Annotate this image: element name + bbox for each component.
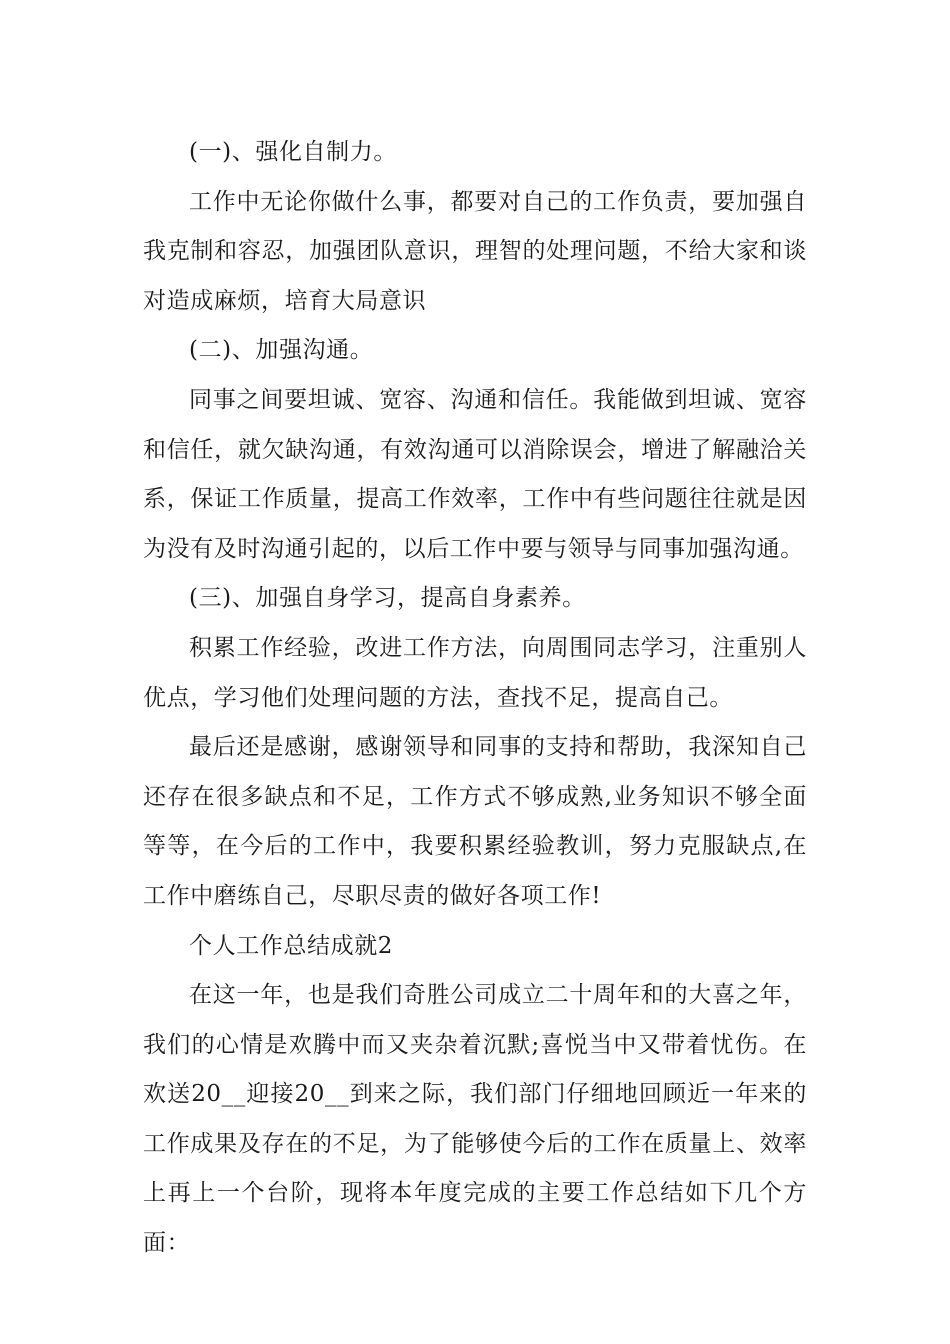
section-heading-2: (二)、加强沟通。 xyxy=(189,337,374,364)
paragraph-self-control: 工作中无论你做什么事，都要对自己的工作负责，要加强自我克制和容忍，加强团队意识，理智的处理问题，不给大家和谈对造成麻烦，培育大局意识 xyxy=(143,188,807,314)
paragraph-annual-review: 在这一年，也是我们奇胜公司成立二十周年和的大喜之年，我们的心情是欢腾中而又夹杂着沉默;喜悦当中又带着忧伤。在欢送20__迎接20__到来之际，我们部门仔细地回顾近一年来的工作成果及存在的不足，为了能够使今后的工作在质量上、效率上再上一个台阶，现将本年度完成的主要工作总结如下几个方面： xyxy=(143,982,807,1257)
paragraph-closing: 最后还是感谢，感谢领导和同事的支持和帮助，我深知自己还存在很多缺点和不足，工作方式不够成熟,业务知识不够全面等等，在今后的工作中，我要积累经验教训，努力克服缺点,在工作中磨练自己，尽职尽责的做好各项工作! xyxy=(143,734,807,909)
section-heading-3: (三)、加强自身学习，提高自身素养。 xyxy=(189,585,586,612)
paragraph-learning: 积累工作经验，改进工作方法，向周围同志学习，注重别人优点，学习他们处理问题的方法，查找不足，提高自己。 xyxy=(143,634,807,711)
summary-title-2: 个人工作总结成就2 xyxy=(189,932,394,959)
section-heading-1: (一)、强化自制力。 xyxy=(189,139,397,165)
paragraph-communication: 同事之间要坦诚、宽容、沟通和信任。我能做到坦诚、宽容和信任，就欠缺沟通，有效沟通可以消除误会，增进了解融洽关系，保证工作质量，提高工作效率，工作中有些问题往往就是因为没有及时沟通引起的，以后工作中要与领导与同事加强沟通。 xyxy=(143,386,807,562)
document-body xyxy=(143,128,807,1269)
